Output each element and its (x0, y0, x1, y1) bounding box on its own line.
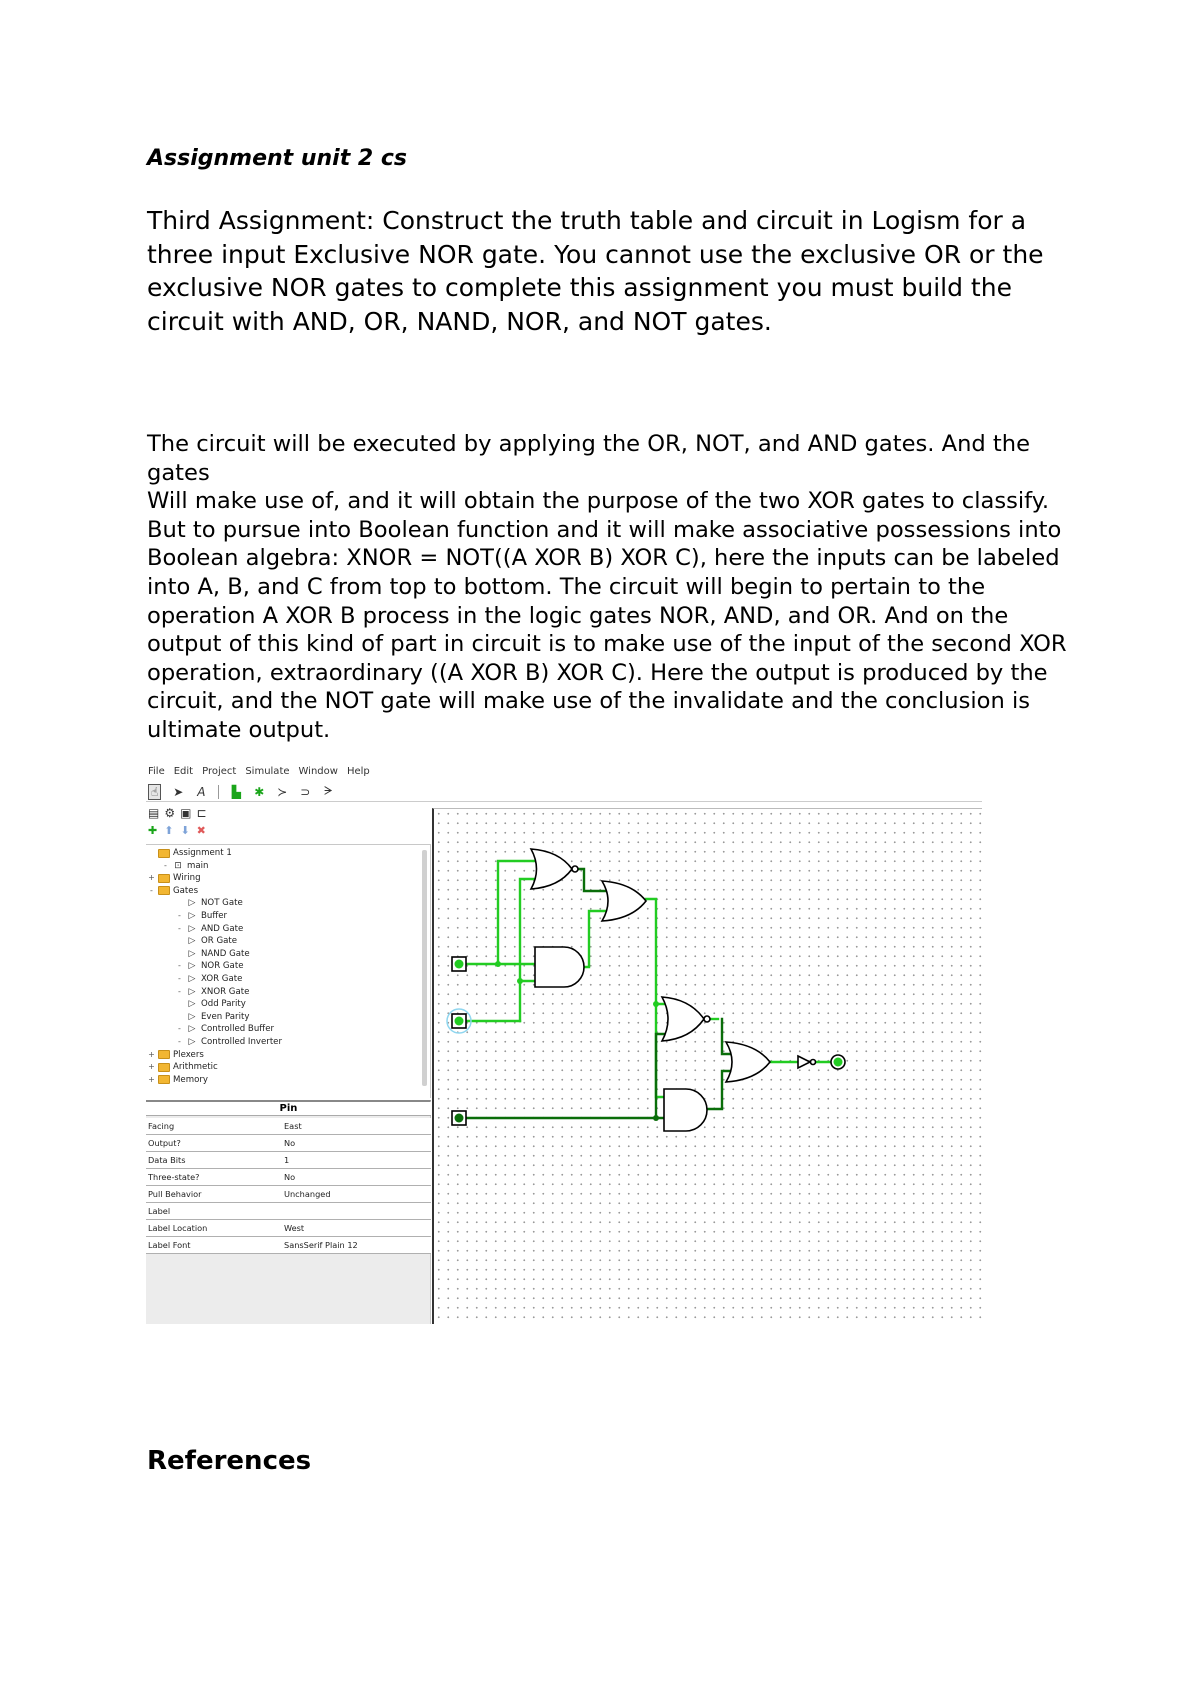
property-value[interactable]: Unchanged (284, 1189, 331, 1199)
property-row[interactable] (146, 1169, 431, 1186)
tree-toggle-icon[interactable]: - (178, 961, 181, 971)
tree-toggle-icon[interactable]: - (178, 923, 181, 933)
document-heading: Assignment unit 2 cs (147, 146, 407, 171)
move-up-icon[interactable]: ⬆ (164, 823, 174, 837)
explorer-item-label: Even Parity (201, 1011, 250, 1022)
references-heading: References (147, 1446, 312, 1476)
explorer-item[interactable] (148, 872, 201, 884)
tree-toggle-icon[interactable]: - (178, 911, 181, 920)
explorer-item-label: Gates (173, 885, 199, 896)
explorer-scrollbar[interactable] (422, 850, 427, 1086)
tree-toggle-icon[interactable]: - (178, 974, 181, 983)
explorer-item[interactable] (176, 1023, 274, 1035)
gate-icon: ▷ (188, 974, 196, 984)
explorer-item[interactable] (176, 1036, 282, 1048)
property-key: Data Bits (148, 1155, 186, 1165)
explorer-item-label: NOT Gate (201, 898, 243, 909)
explorer-item[interactable] (176, 935, 237, 947)
appearance-edit-icon[interactable]: ⊏ (196, 806, 207, 820)
input-pin-c-state (455, 1114, 464, 1123)
tree-toggle-icon[interactable]: - (178, 986, 181, 996)
gate-icon: ▷ (188, 1011, 196, 1022)
explorer-item[interactable] (176, 897, 243, 909)
property-row[interactable] (146, 1237, 431, 1254)
tree-toggle-icon[interactable]: - (178, 1037, 181, 1046)
property-row[interactable] (146, 1203, 431, 1220)
explorer-item-label: Controlled Inverter (201, 1037, 283, 1047)
delete-circuit-icon[interactable]: ✖ (196, 823, 206, 837)
undo-icon[interactable]: ⊃ (300, 784, 311, 799)
text-tool-icon[interactable]: A (197, 784, 206, 799)
wire-and2-to-or2 (707, 1071, 730, 1109)
property-row[interactable] (146, 1220, 431, 1237)
wire-nor1-to-or1 (574, 869, 606, 891)
input-pin-b-state (455, 1017, 464, 1026)
menu-edit[interactable]: Edit (173, 766, 194, 777)
property-key: Label Location (148, 1223, 208, 1233)
folder-icon (158, 1063, 170, 1072)
explorer-item[interactable] (176, 973, 242, 985)
explorer-item-label: Arithmetic (173, 1062, 218, 1073)
hand-poke-icon[interactable]: ☝ (148, 784, 161, 800)
gate-icon: ▷ (188, 961, 196, 972)
explorer-item[interactable] (176, 910, 227, 922)
add-circuit-icon[interactable]: ▙ (231, 784, 241, 799)
simulate-icon[interactable]: ✱ (254, 784, 265, 799)
wire-or1-out (646, 899, 666, 1004)
explorer-item-label: Buffer (201, 911, 228, 921)
circuit-canvas[interactable] (432, 808, 982, 1324)
wire-or1-to-and2 (656, 1004, 664, 1097)
explorer-item[interactable] (148, 885, 198, 897)
paragraph-1: The circuit will be executed by applying the OR, NOT, and AND gates. And the gates (147, 431, 1031, 486)
assignment-statement: Third Assignment: Construct the truth table and circuit in Logism for a three input Exclusive NOR gate. You cannot use the exclusive OR or the exclusive NOR gates to complete this assignment you must build the circuit with AND, OR, NAND, NOR, and NOT gates. (147, 206, 1044, 336)
property-value[interactable]: SansSerif Plain 12 (284, 1240, 358, 1250)
logisim-screenshot (146, 764, 982, 1324)
explorer-toolbar (146, 804, 431, 822)
tree-toggle-icon[interactable]: + (148, 1049, 155, 1059)
menu-file[interactable]: File (148, 766, 165, 777)
folder-icon (158, 1050, 170, 1059)
explorer-item-label: AND Gate (201, 923, 244, 934)
nor-gate-1 (531, 849, 572, 889)
nor-gate-1-bubble (572, 866, 578, 872)
tree-toggle-icon[interactable]: + (148, 1062, 155, 1072)
gates (531, 849, 816, 1131)
circuit-toolbar (146, 822, 431, 838)
property-value[interactable]: 1 (284, 1155, 290, 1165)
property-row[interactable] (146, 1135, 431, 1152)
explorer-item[interactable] (148, 1049, 204, 1061)
and-gate-2 (664, 1089, 707, 1131)
explorer-item-label: NAND Gate (201, 948, 250, 959)
explorer-item[interactable] (148, 847, 232, 859)
wire-b-to-and (520, 981, 535, 1021)
explorer-panel (146, 844, 431, 1098)
simulation-tree-icon[interactable]: ⚙ (164, 806, 176, 820)
explorer-item-label: NOR Gate (201, 961, 244, 972)
gate-icon: ▷ (188, 936, 196, 947)
tree-toggle-icon[interactable]: - (164, 860, 167, 870)
nor-gate-2-bubble (704, 1016, 710, 1022)
junction-or1 (653, 1001, 659, 1007)
explorer-item[interactable] (148, 1061, 218, 1073)
menu-help[interactable]: Help (346, 766, 370, 777)
toolbox-view-icon[interactable]: ▤ (148, 806, 160, 820)
not-gate (798, 1056, 810, 1068)
property-key: Label Font (148, 1240, 191, 1250)
menu-simulate[interactable]: Simulate (245, 766, 290, 777)
property-value[interactable]: East (284, 1121, 302, 1131)
add-circuit-plus-icon[interactable]: ✚ (148, 823, 158, 837)
not-gate-bubble (811, 1060, 816, 1065)
explorer-item[interactable] (148, 1074, 208, 1086)
properties-title: Pin (146, 1102, 431, 1116)
body-text (147, 430, 1077, 745)
property-key: Output? (148, 1138, 181, 1148)
explorer-item[interactable] (176, 986, 249, 998)
property-key: Facing (148, 1121, 175, 1131)
explorer-item[interactable] (162, 860, 208, 872)
folder-icon (158, 874, 170, 883)
circuit-icon: ⊡ (174, 860, 182, 871)
gate-icon: ▷ (188, 898, 196, 909)
wire-a-to-nor (498, 861, 535, 964)
redo-icon[interactable]: ᗒ (323, 784, 333, 798)
main-toolbar (146, 782, 982, 802)
arrow-select-icon[interactable]: ➤ (173, 784, 184, 799)
property-key: Three-state? (148, 1172, 200, 1182)
layout-edit-icon[interactable]: ▣ (180, 806, 192, 820)
nor-gate-2 (662, 997, 704, 1041)
junction-a (495, 961, 501, 967)
properties-panel (146, 1100, 431, 1324)
and-gate-1 (535, 947, 584, 987)
folder-icon (158, 849, 170, 858)
tree-toggle-icon[interactable]: - (178, 1024, 181, 1034)
circuit-diagram (434, 809, 982, 1324)
tree-toggle-icon[interactable]: + (148, 1074, 155, 1084)
menu-project[interactable]: Project (202, 766, 237, 777)
input-pins (447, 957, 471, 1125)
tree-toggle-icon[interactable]: - (150, 885, 153, 895)
property-row[interactable] (146, 1186, 431, 1203)
property-value[interactable]: No (284, 1138, 296, 1148)
gate-icon: ▷ (188, 923, 196, 934)
property-value[interactable]: No (284, 1172, 296, 1182)
property-value[interactable]: West (284, 1223, 305, 1233)
paragraph-2: Will make use of, and it will obtain the purpose of the two XOR gates to classify. But to pursue into Boolean function and it will make associative possessions into Boolean algebra: XNOR = NOT((A XOR B) XOR C), here the inputs can be labeled into A, B, and C from top to bottom. The circuit will begin to pertain to the operation A XOR B process in the logic gates NOR, AND, and OR. And on the output of this kind of part in circuit is to make use of the input of the second XOR operation, extraordinary ((A XOR B) XOR C). Here the output is produced by the circuit, and the NOT gate will make use of the invalidate and the conclusion is ultimate output. (147, 488, 1067, 743)
property-key: Pull Behavior (148, 1189, 202, 1199)
explorer-item-label: Wiring (173, 873, 201, 884)
output-pin-state (834, 1058, 843, 1067)
input-pin-a-state (455, 960, 464, 969)
gate-icon: ▷ (188, 948, 196, 959)
gate-icon: ▷ (188, 911, 196, 921)
tree-toggle-icon[interactable]: + (148, 873, 155, 883)
junction-b (517, 978, 523, 984)
property-row[interactable] (146, 1118, 431, 1135)
explorer-item[interactable] (176, 923, 243, 935)
toolbar-separator (218, 785, 219, 799)
gate-icon: ▷ (188, 1024, 196, 1035)
explorer-item-label: Assignment 1 (173, 848, 232, 858)
gate-icon: ▷ (188, 1037, 196, 1047)
explorer-item[interactable] (176, 1011, 249, 1023)
menu-window[interactable]: Window (298, 766, 338, 777)
explorer-item-label: XOR Gate (201, 974, 243, 984)
property-key: Label (148, 1206, 171, 1216)
or-gate-1 (602, 881, 646, 921)
explorer-item[interactable] (176, 998, 246, 1010)
or-gate-2 (726, 1042, 770, 1082)
explorer-item[interactable] (176, 960, 243, 972)
gate-icon: ▷ (188, 986, 196, 997)
explorer-item-label: OR Gate (201, 936, 238, 947)
wire-b-to-nor (520, 879, 535, 981)
explorer-item-label: main (187, 860, 209, 871)
menu-bar (146, 764, 982, 780)
inactive-wires (464, 869, 730, 1118)
property-row[interactable] (146, 1152, 431, 1169)
explorer-item-label: Plexers (173, 1049, 204, 1060)
explorer-item-label: Memory (173, 1074, 208, 1085)
gate-icon: ▷ (188, 999, 196, 1010)
explorer-item-label: Controlled Buffer (201, 1024, 275, 1035)
explorer-item-label: XNOR Gate (201, 986, 250, 997)
folder-icon (158, 1075, 170, 1084)
explorer-item-label: Odd Parity (201, 999, 246, 1010)
explorer-item[interactable] (176, 948, 250, 960)
move-down-icon[interactable]: ⬇ (180, 823, 190, 837)
folder-icon (158, 886, 170, 895)
junction-c (653, 1115, 659, 1121)
input-pin-icon[interactable]: ≻ (277, 784, 288, 799)
